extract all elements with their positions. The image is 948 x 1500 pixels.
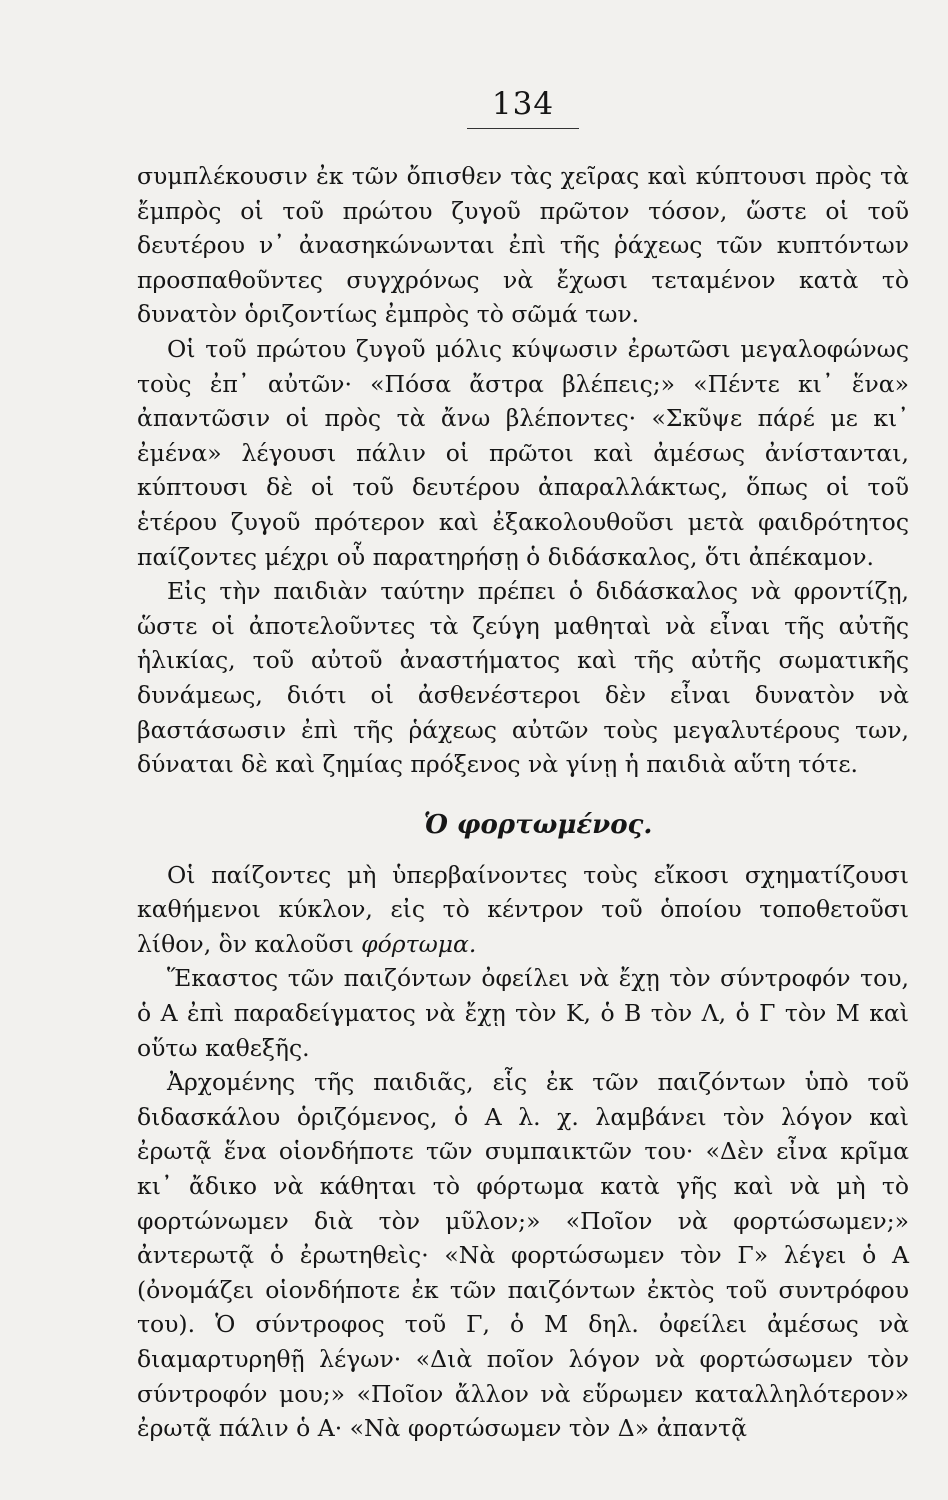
paragraph: Εἰς τὴν παιδιὰν ταύτην πρέπει ὁ διδάσκαλος νὰ φροντίζῃ, ὥστε οἱ ἀποτελοῦντες τὰ ζεύγη μαθηταὶ νὰ εἶναι τῆς αὐτῆς ἡλικίας, τοῦ αὐτοῦ ἀναστήματος καὶ τῆς αὐτῆς σωματικῆς δυνάμεως, διότι οἱ ἀσθενέστεροι δὲν εἶναι δυνατὸν νὰ βαστάσωσιν ἐπὶ τῆς ῥάχεως αὐτῶν τοὺς μεγαλυτέρους των, δύναται δὲ καὶ ζημίας πρόξενος νὰ γίνῃ ἡ παιδιὰ αὕτη τότε. <box>137 577 909 779</box>
body-text-top <box>137 159 909 782</box>
page-number: 134 <box>491 86 555 122</box>
italic-term: φόρτωμα. <box>361 929 477 958</box>
header-rule <box>467 128 579 129</box>
page-header <box>137 86 909 129</box>
paragraph: Ἀρχομένης τῆς παιδιᾶς, εἷς ἐκ τῶν παιζόντων ὑπὸ τοῦ διδασκάλου ὁριζόμενος, ὁ Α λ. χ. λαμβάνει τὸν λόγον καὶ ἐρωτᾷ ἕνα οἱονδήποτε τῶν συμπαικτῶν του· «Δὲν εἶνα κρῖμα κι᾽ ἄδικο νὰ κάθηται τὸ φόρτωμα κατὰ γῆς καὶ νὰ μὴ τὸ φορτώνωμεν διὰ τὸν μῦλον;» «Ποῖον νὰ φορτώσωμεν;» ἀντερωτᾷ ὁ ἐρωτηθεὶς· «Νὰ φορτώσωμεν τὸν Γ» λέγει ὁ Α (ὀνομάζει οἱονδήποτε ἐκ τῶν παιζόντων ἐκτὸς τοῦ συντρόφου του). Ὁ σύντροφος τοῦ Γ, ὁ Μ δηλ. ὀφείλει ἀμέσως νὰ διαμαρτυρηθῇ λέγων· «Διὰ ποῖον λόγον νὰ φορτώσωμεν τὸν σύντροφόν μου;» «Ποῖον ἄλλον νὰ εὕρωμεν καταλληλότερον» ἐρωτᾷ πάλιν ὁ Α· «Νὰ φορτώσωμεν τὸν Δ» ἀπαντᾷ <box>137 1068 909 1443</box>
paragraph-text: Οἱ παίζοντες μὴ ὑπερβαίνοντες τοὺς εἴκοσι σχηματίζουσι καθήμενοι κύκλον, εἰς τὸ κέντρον τοῦ ὁποίου τοποθετοῦσι λίθον, ὃν καλοῦσι <box>137 860 909 958</box>
body-text-bottom <box>137 858 909 1446</box>
paragraph: συμπλέκουσιν ἐκ τῶν ὄπισθεν τὰς χεῖρας καὶ κύπτουσι πρὸς τὰ ἔμπρὸς οἱ τοῦ πρώτου ζυγοῦ πρῶτον τόσον, ὥστε οἱ τοῦ δευτέρου ν᾽ ἀνασηκώνωνται ἐπὶ τῆς ῥάχεως τῶν κυπτόντων προσπαθοῦντες συγχρόνως νὰ ἔχωσι τεταμένον κατὰ τὸ δυνατὸν ὁριζοντίως ἐμπρὸς τὸ σῶμά των. <box>137 162 909 329</box>
paragraph <box>137 858 909 962</box>
section-heading: Ὁ φορτωμένος. <box>423 809 653 840</box>
paragraph: Οἱ τοῦ πρώτου ζυγοῦ μόλις κύψωσιν ἐρωτῶσι μεγαλοφώνως τοὺς ἐπ᾽ αὐτῶν· «Πόσα ἄστρα βλέπεις;» «Πέντε κι᾽ ἕνα» ἀπαντῶσιν οἱ πρὸς τὰ ἄνω βλέποντες· «Σκῦψε πάρέ με κι᾽ ἐμένα» λέγουσι πάλιν οἱ πρῶτοι καὶ ἀμέσως ἀνίστανται, κύπτουσι δὲ οἱ τοῦ δευτέρου ἀπαραλλάκτως, ὅπως οἱ τοῦ ἑτέρου ζυγοῦ πρότερον καὶ ἐξακολουθοῦσι μετὰ φαιδρότητος παίζοντες μέχρι οὗ παρατηρήσῃ ὁ διδάσκαλος, ὅτι ἀπέκαμον. <box>137 334 909 571</box>
paragraph: Ἕκαστος τῶν παιζόντων ὀφείλει νὰ ἔχῃ τὸν σύντροφόν του, ὁ Α ἐπὶ παραδείγματος νὰ ἔχῃ τὸν Κ, ὁ Β τὸν Λ, ὁ Γ τὸν Μ καὶ οὕτω καθεξῆς. <box>137 964 909 1062</box>
